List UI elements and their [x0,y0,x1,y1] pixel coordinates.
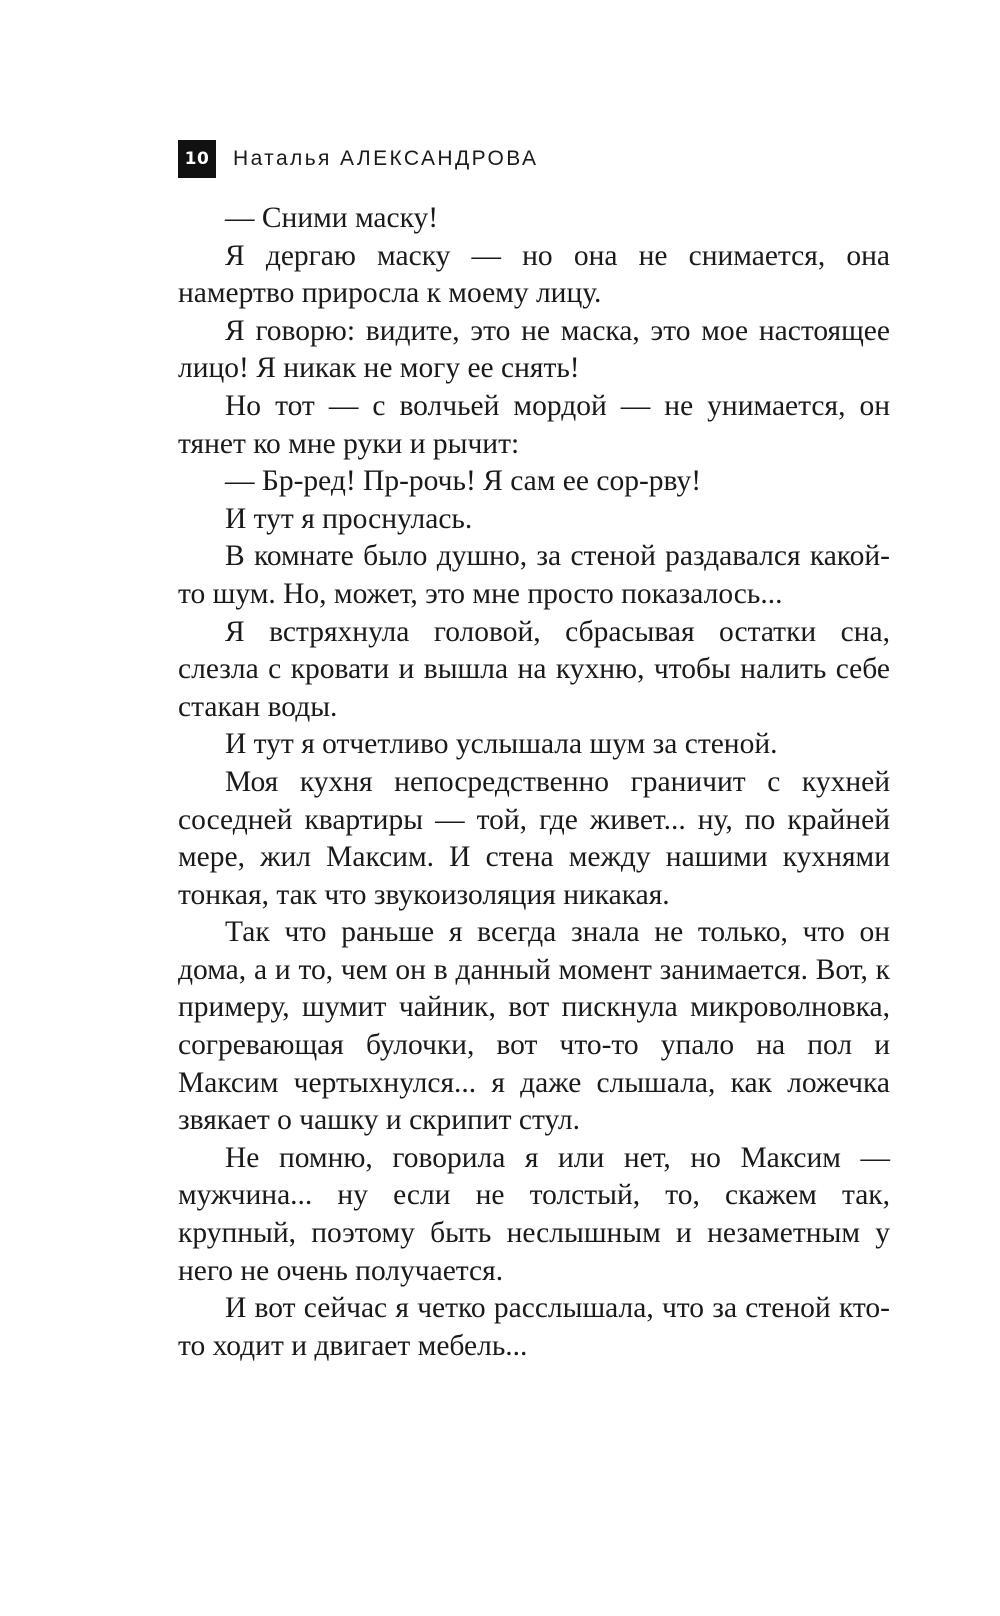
running-header [178,140,538,178]
paragraph: И вот сейчас я четко расслышала, что за стеной кто-то ходит и двигает мебель... [178,1292,890,1362]
paragraph: И тут я отчетливо услышала шум за стеной. [225,728,778,761]
paragraph: Я встряхнула головой, сбрасывая остатки сна, слезла с кровати и вышла на кухню, чтобы налить себе стакан воды. [178,615,890,723]
paragraph: В комнате было душно, за стеной раздавался какой-то шум. Но, может, это мне просто показалось... [178,540,890,610]
paragraph: Но тот — с волчьей мордой — не унимается, он тянет ко мне руки и рычит: [178,389,890,460]
paragraph: Не помню, говорила я или нет, но Максим — мужчина... ну если не толстый, то, скажем так, крупный, поэтому быть неслышным и незаметным у него не очень получается. [178,1141,890,1287]
paragraph: Моя кухня непосредственно граничит с кухней соседней квартиры — той, где живет... ну, по крайней мере, жил Максим. И стена между нашими кухнями тонкая, так что звукоизоляция никакая. [178,765,890,911]
author-name: Наталья АЛЕКСАНДРОВА [233,147,539,170]
body-text [178,200,890,1365]
paragraph: Так что раньше я всегда знала не только, что он дома, а и то, чем он в данный момент занимается. Вот, к примеру, шумит чайник, вот пискнула микроволновка, согревающая булочки, вот что-то упало на пол и Максим чертыхнулся... я даже слышала, как ложечка звякает о чашку и скрипит стул. [178,916,890,1137]
page-number: 10 [178,140,216,178]
paragraph: Я говорю: видите, это не маска, это мое настоящее лицо! Я никак не могу ее снять! [178,314,890,385]
paragraph: Я дергаю маску — но она не снимается, она намертво приросла к моему лицу. [178,239,890,310]
paragraph: — Бр-ред! Пр-рочь! Я сам ее сор-рву! [225,465,702,498]
paragraph: — Сними маску! [225,202,439,234]
paragraph: И тут я проснулась. [225,502,473,535]
